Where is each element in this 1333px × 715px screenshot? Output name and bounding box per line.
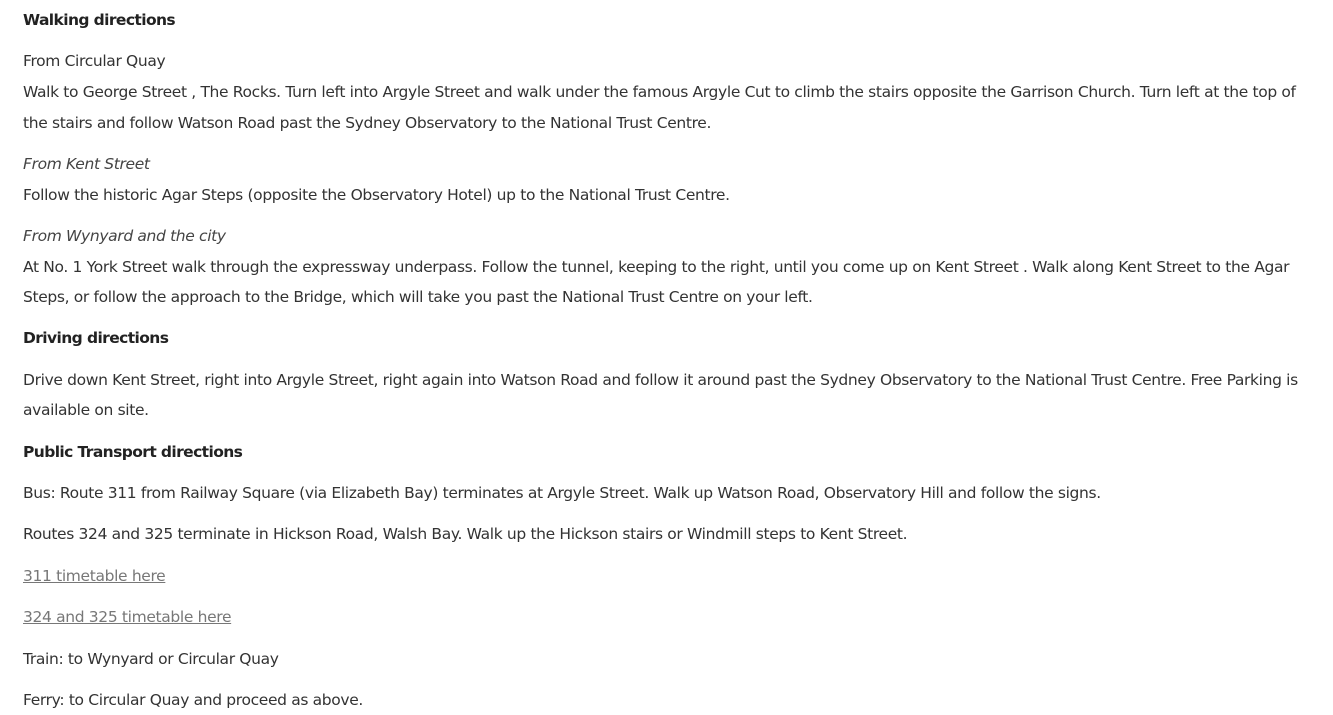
timetable-324-325-link[interactable]: 324 and 325 timetable here: [23, 608, 232, 626]
timetable-311-link[interactable]: 311 timetable here: [23, 567, 166, 585]
routes-324-325-text: Routes 324 and 325 terminate in Hickson Road, Walsh Bay. Walk up the Hickson stairs or Windmill steps to Kent Street.: [23, 525, 908, 543]
circular-quay-text-line-1: Walk to George Street , The Rocks. Turn left into Argyle Street and walk under the famous Argyle Cut to climb the stairs opposite the Garrison Church. Turn left at the top of: [23, 83, 1296, 101]
driving-directions-heading: Driving directions: [23, 329, 169, 347]
kent-street-title: From Kent Street: [23, 155, 150, 173]
driving-text-line-2: available on site.: [23, 401, 149, 419]
ferry-text: Ferry: to Circular Quay and proceed as above.: [23, 691, 364, 709]
circular-quay-title: From Circular Quay: [23, 52, 166, 70]
wynyard-text-line-1: At No. 1 York Street walk through the expressway underpass. Follow the tunnel, keeping to the right, until you come up on Kent Street . Walk along Kent Street to the Agar: [23, 258, 1290, 276]
walking-directions-heading: Walking directions: [23, 11, 176, 29]
wynyard-title: From Wynyard and the city: [23, 227, 226, 245]
train-text: Train: to Wynyard or Circular Quay: [23, 650, 279, 668]
public-transport-heading: Public Transport directions: [23, 443, 243, 461]
circular-quay-text-line-2: the stairs and follow Watson Road past the Sydney Observatory to the National Trust Centre.: [23, 114, 712, 132]
wynyard-text-line-2: Steps, or follow the approach to the Bridge, which will take you past the National Trust Centre on your left.: [23, 288, 813, 306]
kent-street-text: Follow the historic Agar Steps (opposite the Observatory Hotel) up to the National Trust Centre.: [23, 186, 730, 204]
driving-text-line-1: Drive down Kent Street, right into Argyle Street, right again into Watson Road and follow it around past the Sydney Observatory to the National Trust Centre. Free Parking is: [23, 371, 1298, 389]
bus-route-text: Bus: Route 311 from Railway Square (via Elizabeth Bay) terminates at Argyle Street. Walk up Watson Road, Observatory Hill and follow the signs.: [23, 484, 1101, 502]
